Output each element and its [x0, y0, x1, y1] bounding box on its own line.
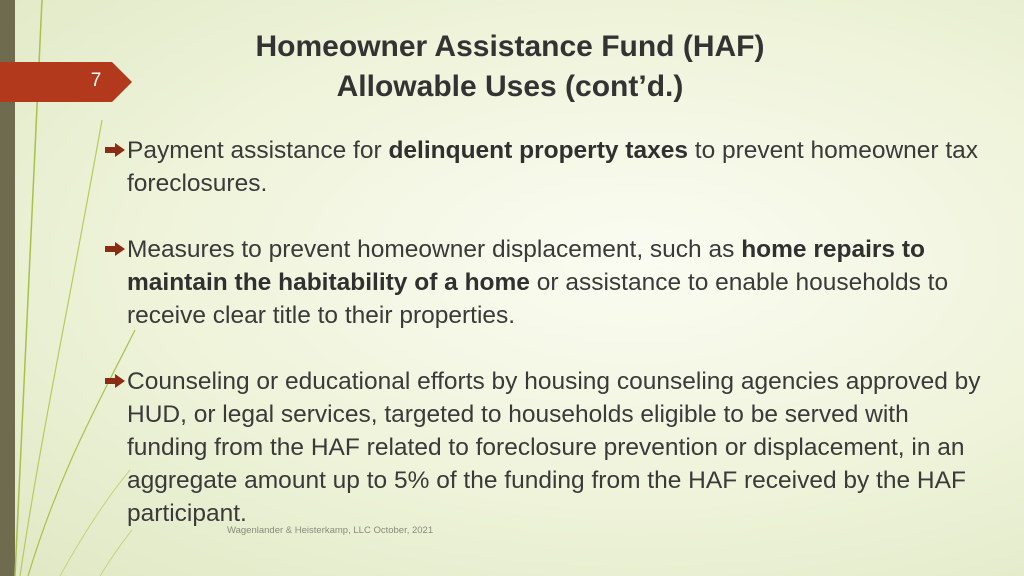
bullet-text: Payment assistance for [127, 137, 389, 164]
bullet-bold-text: delinquent property taxes [388, 137, 688, 164]
bullet-text: Counseling or educational efforts by housing counseling agencies approved by HUD, or legal services, targeted to households eligible to be served with funding from the HAF related to foreclosure prevention or displacement, in an aggregate amount up to 5% of the funding from the HAF received by the HAF participant. [127, 368, 981, 527]
bullet-text: to prevent homeowner tax foreclosures. [127, 137, 979, 197]
bullet-bold-text: home repairs to maintain the habitability of a home [127, 236, 925, 296]
page-number: 7 [90, 70, 102, 91]
bullet-item [103, 233, 983, 332]
slide-title [190, 27, 830, 107]
bullet-text: or assistance to enable households to receive clear title to their properties. [127, 269, 949, 329]
bullet-text: Measures to prevent homeowner displacement, such as [127, 236, 742, 263]
footer-credit: Wagenlander & Heisterkamp, LLC October, 2021 [227, 525, 434, 536]
bullet-item [103, 134, 983, 200]
title-line-2: Allowable Uses (cont’d.) [336, 70, 684, 103]
page-number-tab [0, 62, 132, 102]
bullet-item [103, 365, 983, 530]
arrow-bullet-icon [105, 374, 125, 388]
title-line-1: Homeowner Assistance Fund (HAF) [255, 30, 765, 63]
arrow-bullet-icon [105, 143, 125, 157]
bullet-list [103, 134, 983, 563]
arrow-bullet-icon [105, 242, 125, 256]
